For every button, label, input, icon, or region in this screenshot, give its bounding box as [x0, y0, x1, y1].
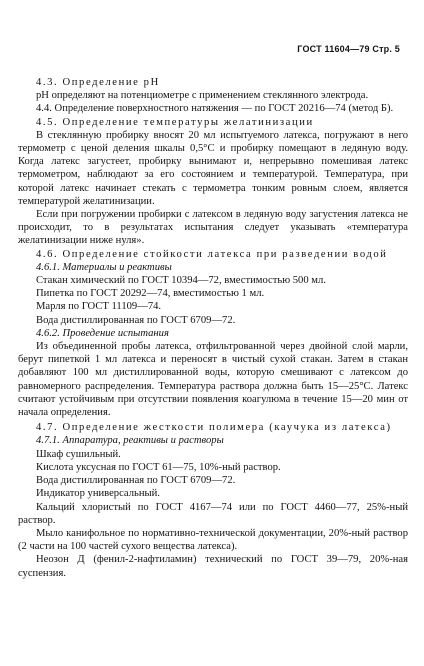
paragraph: В стеклянную пробирку вносят 20 мл испытуемого латекса, погружают в него термометр с ценой деления шкалы 0,5°С и пробирку помещают в ледяную воду. Когда латекс загустеет, пробирку вынимают и, непрерывно помешивая латекс термометром, наблюдают за его состоянием и температурой. Температура, при которой латекс начинает стекать с термометра тонким ровным слоем, является температурой желатинизации.: [18, 129, 408, 207]
list-item: Кальций хлористый по ГОСТ 4167—74 или по ГОСТ 4460—77, 25%-ный раствор.: [18, 501, 408, 526]
list-item: Индикатор универсальный.: [36, 488, 160, 500]
list-item: Шкаф сушильный.: [36, 448, 121, 460]
paragraph: Из объединенной пробы латекса, отфильтрованной через двойной слой марли, берут пипеткой 1 мл латекса и переносят в чистый сухой стакан. Затем в стакан добавляют 100 мл дистиллированной воды, которую смешивают с латексом до равномерного распределения. Температура раствора должна быть 15—25°С. Латекс считают устойчивым при отсутствии появления коагулюма в течение 15—20 мин от начала определения.: [18, 341, 408, 419]
section-heading: 4.7. Определение жесткости полимера (каучука из латекса): [36, 422, 392, 434]
subsection-heading: 4.7.1. Аппаратура, реактивы и растворы: [36, 435, 224, 447]
subsection-heading: 4.6.1. Материалы и реактивы: [36, 261, 172, 273]
list-item: Вода дистиллированная по ГОСТ 6709—72.: [36, 314, 236, 326]
section-heading: 4.5. Определение температуры желатинизации: [36, 116, 314, 128]
list-item: Марля по ГОСТ 11109—74.: [36, 301, 162, 313]
document-body: [18, 76, 408, 580]
list-item: Кислота уксусная по ГОСТ 61—75, 10%-ный раствор.: [36, 461, 281, 473]
list-item: Неозон Д (фенил-2-нафтиламин) технический по ГОСТ 39—79, 20%-ная суспензия.: [18, 554, 408, 579]
list-item: Стакан химический по ГОСТ 10394—72, вместимостью 500 мл.: [36, 275, 326, 287]
list-item: Пипетка по ГОСТ 20292—74, вместимостью 1 мл.: [36, 288, 265, 300]
page-header: ГОСТ 11604—79 Стр. 5: [297, 44, 400, 54]
list-item: Мыло канифольное по нормативно-технической документации, 20%-ный раствор (2 части на 100 частей сухого вещества латекса).: [18, 527, 408, 553]
subsection-heading: 4.6.2. Проведение испытания: [36, 327, 169, 339]
section-heading: 4.3. Определение рН: [36, 77, 160, 88]
paragraph: Если при погружении пробирки с латексом в ледяную воду загустения латекса не происходит, то в результатах испытания следует указывать «температура желатинизации ниже нуля».: [18, 209, 408, 247]
paragraph: 4.4. Определение поверхностного натяжения — по ГОСТ 20216—74 (метод Б).: [36, 103, 394, 115]
list-item: Вода дистиллированная по ГОСТ 6709—72.: [36, 475, 236, 487]
section-heading: 4.6. Определение стойкости латекса при разведении водой: [36, 248, 388, 260]
paragraph: рН определяют на потенциометре с применением стеклянного электрода.: [36, 90, 369, 102]
